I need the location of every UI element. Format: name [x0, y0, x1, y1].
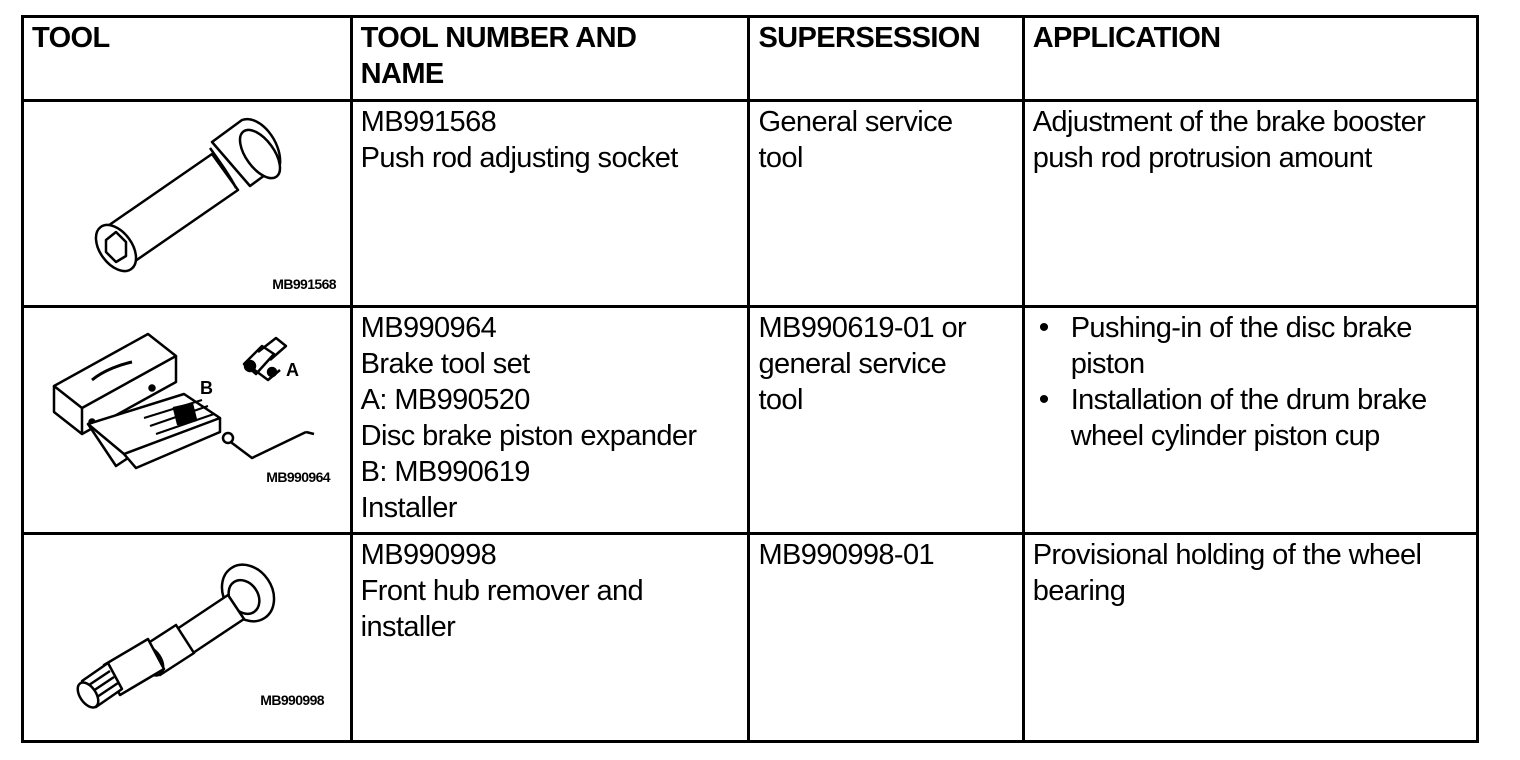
table-row: [23, 307, 1478, 534]
supersession-line: General service: [758, 106, 953, 138]
tool-number: MB990964: [360, 312, 497, 344]
tool-image-cell: [23, 307, 352, 534]
tool-part-name: Disc brake piston expander: [360, 420, 697, 452]
tool-image-label: MB990964: [266, 469, 330, 485]
tool-number-and-name-cell: [351, 307, 749, 534]
tool-part-name: Installer: [360, 492, 457, 524]
part-a-label: A: [286, 360, 299, 380]
list-item: [1033, 382, 1468, 454]
header-tool-number-and-name: [351, 17, 749, 101]
tool-number-and-name-cell: [351, 534, 749, 742]
tool-name: installer: [360, 611, 456, 643]
tool-number: MB990998: [360, 539, 497, 571]
application-line: push rod protrusion amount: [1032, 142, 1372, 174]
table-row: [23, 101, 1478, 307]
special-tools-table: [21, 15, 1479, 743]
application-line: Adjustment of the brake booster: [1032, 106, 1426, 138]
part-b-label: B: [200, 378, 213, 398]
tool-part-number: B: MB990619: [360, 456, 530, 488]
application-cell: [1023, 307, 1477, 534]
tool-name: Brake tool set: [360, 348, 530, 380]
supersession-line: tool: [758, 142, 803, 174]
supersession-cell: [749, 534, 1023, 742]
header-application: APPLICATION: [1023, 17, 1477, 101]
tool-name: Front hub remover and: [360, 575, 644, 607]
list-item: [1033, 310, 1468, 382]
tool-part-number: A: MB990520: [360, 384, 530, 416]
application-line: • Installation of the drum brake: [1070, 384, 1427, 416]
hub-remover-illustration: [24, 535, 350, 743]
supersession-cell: [749, 307, 1023, 534]
tool-name: Push rod adjusting socket: [360, 142, 678, 174]
tool-number: MB991568: [360, 106, 497, 138]
header-tool-number-line-1: TOOL NUMBER AND: [360, 22, 637, 54]
supersession-line: tool: [758, 384, 803, 416]
tool-number-and-name-cell: [351, 101, 749, 307]
supersession-line: general service: [758, 348, 947, 380]
header-row: [23, 17, 1478, 101]
tool-image-cell: [23, 101, 352, 307]
application-line: wheel cylinder piston cup: [1070, 420, 1380, 452]
tool-image-cell: [23, 534, 352, 742]
application-cell: [1023, 534, 1477, 742]
header-supersession: SUPERSESSION: [749, 17, 1023, 101]
supersession-cell: [749, 101, 1023, 307]
application-line: • Pushing-in of the disc brake: [1070, 312, 1412, 344]
application-line: piston: [1070, 348, 1145, 380]
application-line: bearing: [1032, 575, 1126, 607]
header-tool-number-line-2: NAME: [360, 58, 444, 90]
supersession-line: MB990998-01: [758, 539, 935, 571]
tool-image-label: MB990998: [260, 692, 324, 708]
application-line: Provisional holding of the wheel: [1032, 539, 1422, 571]
application-list: [1033, 310, 1468, 454]
supersession-line: MB990619-01 or: [758, 312, 967, 344]
table-row: [23, 534, 1478, 742]
header-tool: TOOL: [23, 17, 352, 101]
brake-tool-set-illustration: [24, 308, 350, 535]
application-cell: [1023, 101, 1477, 307]
tool-image-label: MB991568: [272, 276, 336, 292]
socket-tool-illustration: [24, 102, 350, 308]
